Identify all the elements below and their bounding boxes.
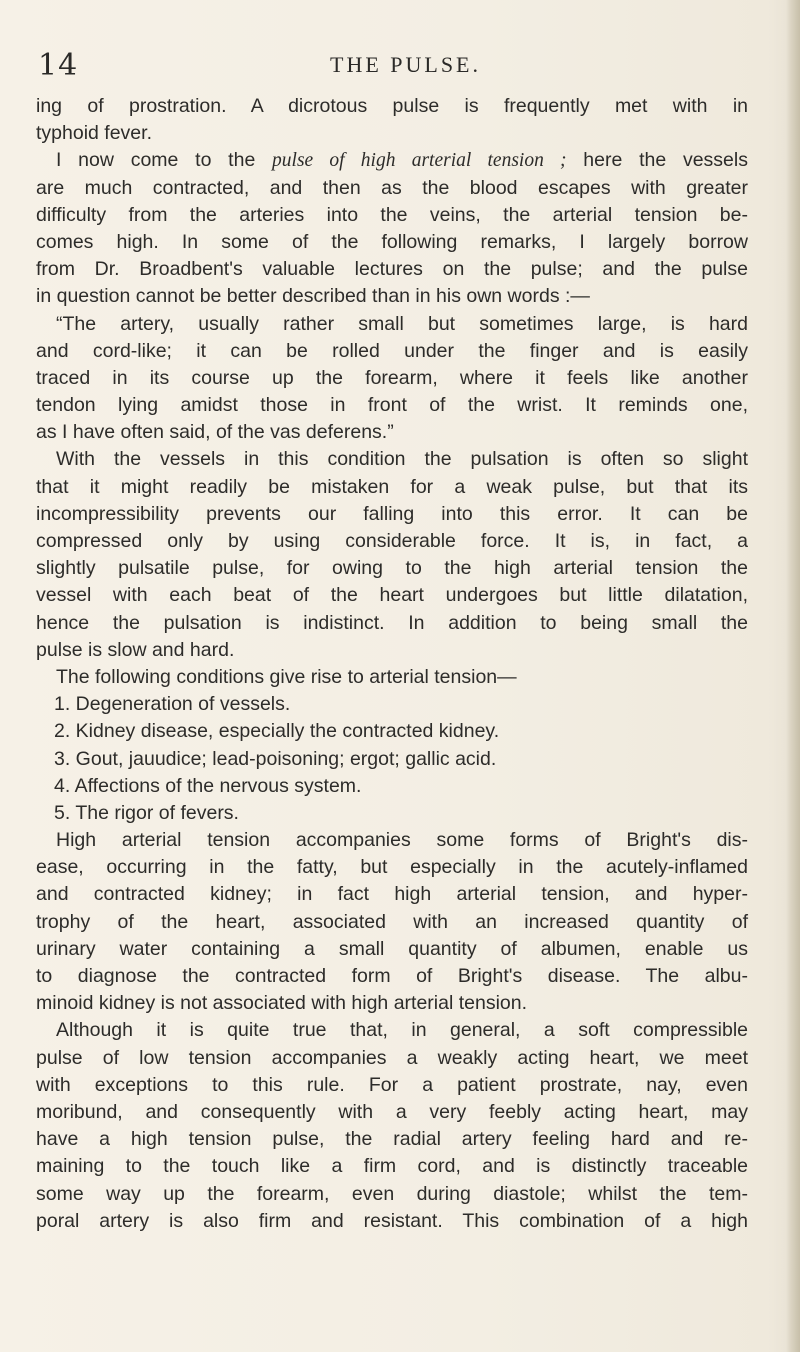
text-run: have a high tension pulse, the radial artery feeling hard and re- [36,1128,748,1151]
text-run: compressed only by using considerable force. It is, in fact, a [36,530,748,552]
list-item [36,691,748,718]
text-run: traced in its course up the forearm, where it feels like another [36,366,748,389]
text-line [36,446,748,473]
text-line [36,990,748,1017]
text-run: and contracted kidney; in fact high arterial tension, and hyper- [36,883,748,906]
text-line [36,528,748,555]
text-run: urinary water containing a small quantity of albumen, enable us [36,937,748,960]
text-line [36,311,748,338]
text-run: 2. Kidney disease, especially the contracted kidney. [54,720,500,743]
text-line [36,1045,748,1072]
text-line [36,1099,748,1126]
text-run: vessel with each beat of the heart undergoes but little dilatation, [36,584,748,607]
text-line [36,1181,748,1208]
list-item [36,773,748,800]
text-line [36,202,748,229]
text-line [36,120,748,147]
text-line [36,881,748,908]
text-line [36,827,748,854]
text-line [36,365,748,392]
text-run: with exceptions to this rule. For a patient prostrate, nay, even [36,1073,748,1096]
text-run: hence the pulsation is indistinct. In addition to being small the [36,611,748,634]
text-run: comes high. In some of the following remarks, I largely borrow [36,230,748,253]
list-item [36,800,748,827]
text-run: poral artery is also firm and resistant. This combination of a high [36,1209,748,1232]
text-line [36,147,748,174]
text-run: trophy of the heart, associated with an increased quantity of [36,910,748,933]
text-run: The following conditions give rise to arterial tension— [56,665,517,688]
text-run: pulse of low tension accompanies a weakly acting heart, we meet [36,1046,748,1069]
text-run: ease, occurring in the fatty, but especially in the acutely-inflamed [36,856,748,879]
text-run: 1. Degeneration of vessels. [54,693,291,716]
page-header [38,48,752,88]
text-run: 5. The rigor of fevers. [54,801,239,824]
text-run: With the vessels in this condition the pulsation is often so slight [56,448,748,471]
text-line [36,963,748,990]
list-item [36,746,748,773]
text-run: maining to the touch like a firm cord, and is distinctly traceable [36,1155,748,1178]
text-line [36,256,748,283]
text-line [36,936,748,963]
text-run: incompressibility prevents our falling into this error. It can be [36,502,748,525]
text-line [36,283,748,310]
text-line [36,1072,748,1099]
text-run: 4. Affections of the nervous system. [54,774,362,797]
italic-phrase: pulse of high arterial tension ; [272,150,567,172]
text-run: 3. Gout, jauudice; lead-poisoning; ergot; gallic acid. [54,747,497,770]
text-line [36,909,748,936]
text-line [36,610,748,637]
text-line [36,1017,748,1044]
text-line [36,229,748,256]
text-line [36,1208,748,1235]
text-line [36,392,748,419]
text-run: High arterial tension accompanies some forms of Bright's dis- [56,829,748,852]
page-edge-shadow [786,0,800,1352]
list-item [36,718,748,745]
text-line [36,1153,748,1180]
body-text [36,93,748,1235]
text-run: ing of prostration. A dicrotous pulse is frequently met with in [36,95,748,117]
text-line [36,637,748,664]
text-run: I now come to the [56,149,273,172]
text-line [36,338,748,365]
text-run: tendon lying amidst those in front of the wrist. It reminds one, [36,394,748,417]
text-run: to diagnose the contracted form of Bright's disease. The albu- [36,965,748,987]
text-run: difficulty from the arteries into the veins, the arterial tension be- [36,203,748,226]
text-line [36,1126,748,1153]
text-run: “The artery, usually rather small but sometimes large, is hard [56,312,748,335]
text-line [36,419,748,446]
text-run: minoid kidney is not associated with high arterial tension. [36,992,528,1015]
text-run: some way up the forearm, even during diastole; whilst the tem- [36,1182,748,1205]
text-run: in question cannot be better described than in his own words :— [36,285,590,308]
text-run: and cord-like; it can be rolled under the finger and is easily [36,339,748,362]
text-run: Although it is quite true that, in general, a soft compressible [56,1019,748,1042]
text-line [36,582,748,609]
text-line [36,664,748,691]
text-run: typhoid fever. [36,122,152,145]
text-line [36,501,748,528]
text-line [36,175,748,202]
text-run: moribund, and consequently with a very feebly acting heart, may [36,1100,748,1123]
page-number: 14 [38,48,79,83]
text-run: pulse is slow and hard. [36,638,235,661]
text-line [36,555,748,582]
text-run: are much contracted, and then as the blood escapes with greater [36,176,748,199]
text-run: from Dr. Broadbent's valuable lectures on the pulse; and the pulse [36,258,748,281]
text-line [36,854,748,881]
text-run: that it might readily be mistaken for a weak pulse, but that its [36,475,748,498]
text-run: slightly pulsatile pulse, for owing to the high arterial tension the [36,557,748,580]
text-run: as I have often said, of the vas deferens.” [36,421,394,444]
text-line [36,474,748,501]
running-head: THE PULSE. [330,52,481,77]
text-run: here the vessels [566,149,748,172]
text-line [36,93,748,120]
